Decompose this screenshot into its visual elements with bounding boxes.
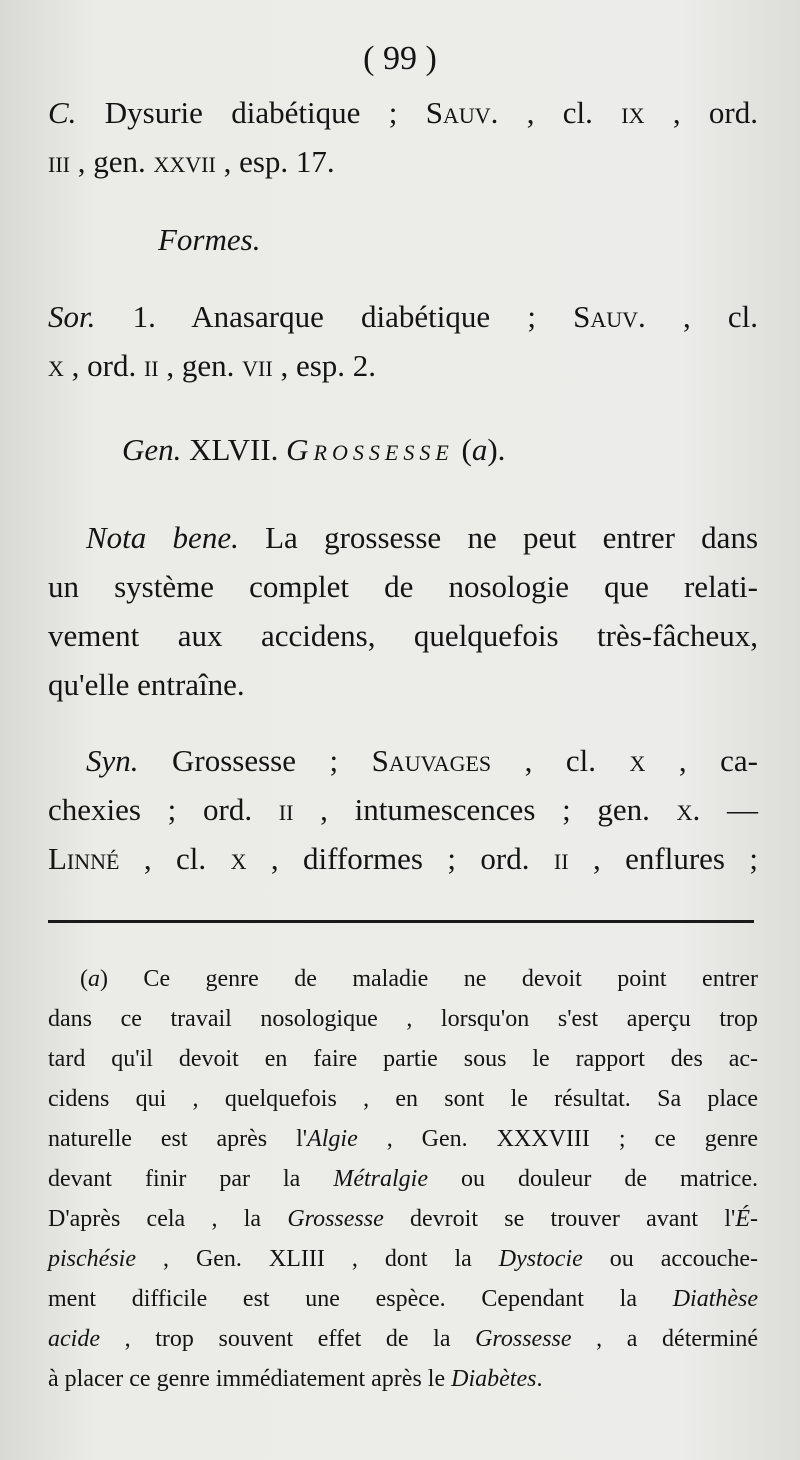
sort-ord-num: ii	[143, 348, 159, 383]
genus-label: Gen.	[122, 432, 182, 467]
genus-heading	[122, 430, 505, 470]
nota-line-2: un système complet de nosologie que relati-	[48, 569, 758, 604]
syn3-author: Linné	[48, 841, 120, 876]
footnote-line-11	[48, 1362, 758, 1396]
genus-paren-open: (	[453, 432, 472, 467]
sort-gen: , gen.	[158, 348, 243, 383]
nota-line-1	[86, 518, 758, 558]
line-2-gen-num: xxvii	[153, 144, 216, 179]
syn2-ord-num: ii	[278, 792, 294, 827]
footnote-line-5	[48, 1122, 758, 1156]
line-2-esp: , esp. 17.	[215, 144, 335, 179]
footnote-line-10	[48, 1322, 758, 1356]
nota-line-3: vement aux accidens, quelquefois très-fâcheux,	[48, 618, 758, 653]
genus-name: Grossesse	[286, 432, 454, 467]
formes-heading: Formes.	[158, 222, 261, 257]
syn-text: Grossesse ;	[138, 743, 372, 778]
line-1-text: Dysurie diabétique ;	[76, 95, 426, 130]
syn-author: Sauvages	[371, 743, 492, 778]
sort-cl: , cl.	[645, 299, 758, 334]
syn-cl: , cl.	[491, 743, 630, 778]
nota-bene-text: La grossesse ne peut entrer dans	[238, 520, 759, 555]
fn8-d: ou accouche-	[582, 1246, 758, 1272]
line-1-author: Sauv.	[425, 95, 499, 130]
sort-ord: , ord.	[63, 348, 144, 383]
fn7-c: devroit se trouver avant l'	[383, 1206, 736, 1232]
nota-bene-label: Nota bene.	[86, 520, 239, 555]
sort-text: 1. Anasarque diabétique ;	[95, 299, 574, 334]
footnote-line-2: dans ce travail nosologique , lorsqu'on s'est aperçu trop	[48, 1006, 758, 1032]
syn-line-1	[86, 741, 758, 781]
sort-gen-num: vii	[242, 348, 273, 383]
fn9-diathese: Diathèse	[672, 1286, 758, 1312]
footnote-line-9	[48, 1282, 758, 1316]
fn7-e: É-	[735, 1206, 758, 1232]
sort-class-num: x	[48, 348, 64, 383]
line-1-cl: , cl.	[498, 95, 622, 130]
footnote-line-7	[48, 1202, 758, 1236]
syn-class-num: x	[629, 743, 646, 778]
page-number: ( 99 )	[363, 40, 437, 77]
syn3-cl: , cl.	[119, 841, 231, 876]
fn-paren-open: (	[80, 966, 88, 992]
sort-label: Sor.	[48, 299, 96, 334]
syn3-class-num: x	[230, 841, 247, 876]
line-1-class-num: ix	[621, 95, 645, 130]
genus-paren-close: ).	[487, 432, 506, 467]
syn-line-3	[48, 839, 758, 879]
line-1-ord: , ord.	[644, 95, 758, 130]
fn6-c: ou douleur de matrice.	[427, 1166, 758, 1192]
fn7-a: D'après cela , la	[48, 1206, 288, 1232]
fn8-epischesie: pischésie	[48, 1246, 136, 1272]
text-line-2	[48, 142, 758, 182]
sort-line-1	[48, 297, 758, 337]
fn5-algie: Algie	[307, 1126, 358, 1152]
footnote-line-8	[48, 1242, 758, 1276]
line-1-letter: C.	[48, 95, 77, 130]
footnote-line-1	[80, 962, 758, 996]
footnote-line-3: tard qu'il devoit en faire partie sous le rapport des ac-	[48, 1046, 758, 1072]
syn2-gen-num: x	[676, 792, 693, 827]
line-2-ord-num: iii	[48, 144, 70, 179]
syn-ca: , ca-	[645, 743, 758, 778]
fn10-b: , trop souvent effet de la	[99, 1326, 476, 1352]
fn7-grossesse: Grossesse	[287, 1206, 384, 1232]
sort-author: Sauv.	[573, 299, 646, 334]
fn8-dystocie: Dystocie	[498, 1246, 583, 1272]
fn10-acide: acide	[48, 1326, 100, 1352]
syn2-dash: . —	[692, 792, 758, 827]
fn9-a: ment difficile est une espèce. Cependant la	[48, 1286, 673, 1312]
fn5-a: naturelle est après l'	[48, 1126, 308, 1152]
text-line-1	[48, 93, 758, 133]
sort-line-2	[48, 346, 758, 386]
sort-esp: , esp. 2.	[272, 348, 377, 383]
fn6-metralgie: Métralgie	[333, 1166, 428, 1192]
fn5-c: , Gen. XXXVIII ; ce genre	[357, 1126, 758, 1152]
fn11-a: à placer ce genre immédiatement après le	[48, 1366, 452, 1392]
fn11-diabetes: Diabètes	[451, 1366, 537, 1392]
syn3-text: , difformes ; ord.	[246, 841, 554, 876]
footnote-rule	[48, 920, 754, 923]
line-2-gen: , gen.	[69, 144, 154, 179]
footnote-line-6	[48, 1162, 758, 1196]
genus-note-ref: a	[471, 432, 488, 467]
syn2-text-a: chexies ; ord.	[48, 792, 279, 827]
nota-line-4: qu'elle entraîne.	[48, 667, 245, 702]
syn2-text-c: , intumescences ; gen.	[293, 792, 677, 827]
syn-line-2	[48, 790, 758, 830]
syn-label: Syn.	[86, 743, 139, 778]
fn8-b: , Gen. XLIII , dont la	[135, 1246, 499, 1272]
genus-number: XLVII.	[181, 432, 287, 467]
fn11-c: .	[536, 1366, 543, 1392]
syn3-enflures: , enflures ;	[568, 841, 758, 876]
fn-line-1-text: ) Ce genre de maladie ne devoit point entrer	[100, 966, 758, 992]
footnote-line-4: cidens qui , quelquefois , en sont le résultat. Sa place	[48, 1086, 758, 1112]
fn10-d: , a déterminé	[571, 1326, 758, 1352]
fn6-a: devant finir par la	[48, 1166, 334, 1192]
fn-note-ref: a	[88, 966, 100, 992]
syn3-ord-num: ii	[553, 841, 569, 876]
fn10-grossesse: Grossesse	[475, 1326, 572, 1352]
